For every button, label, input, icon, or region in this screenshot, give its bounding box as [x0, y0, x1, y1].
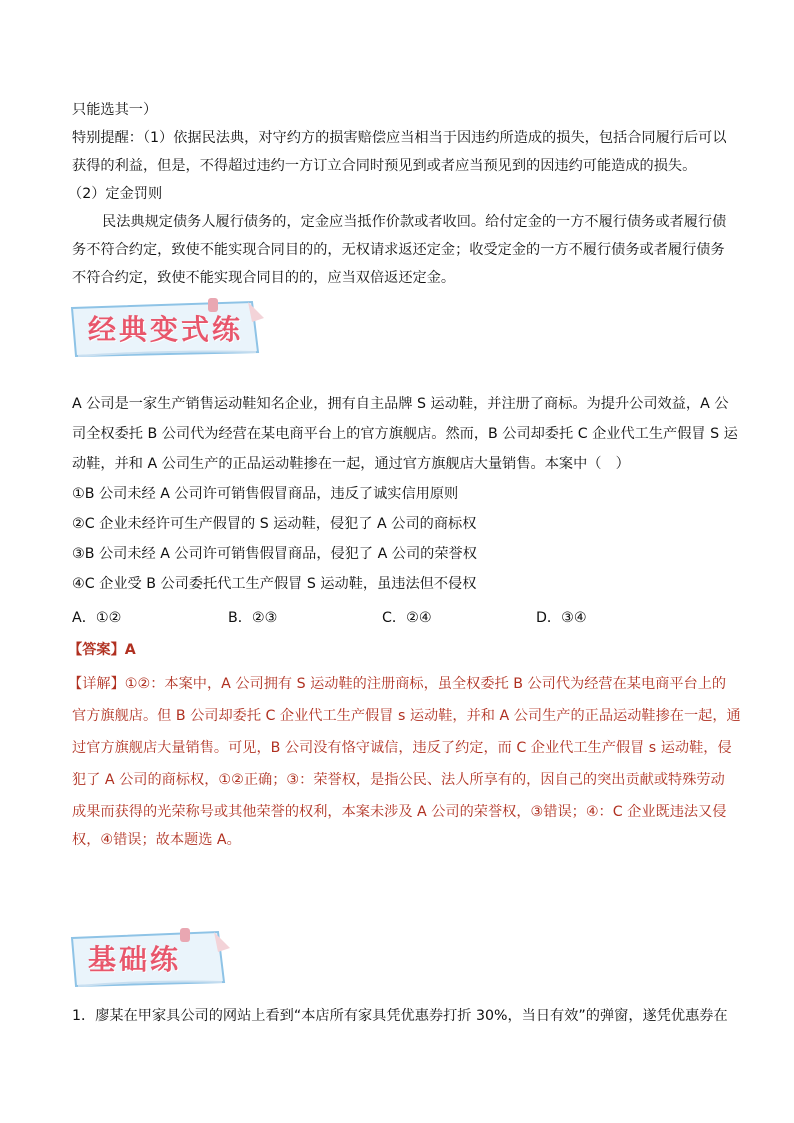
answer-label: 【答案】A [68, 642, 136, 658]
section-banner-basic [68, 928, 238, 988]
section-banner-classic [68, 298, 258, 358]
choice-a: A．①② [72, 610, 122, 626]
banner-title: 基础练 [88, 943, 182, 976]
explanation-line: 成果而获得的光荣称号或其他荣誉的权利，本案未涉及 A 公司的荣誉权，③错误；④：C 企业既违法又侵 [72, 804, 727, 820]
question-option: ①B 公司未经 A 公司许可销售假冒商品，违反了诚实信用原则 [72, 486, 459, 502]
intro-line: 民法典规定债务人履行债务的，定金应当抵作价款或者收回。给付定金的一方不履行债务或者履行债 [102, 214, 727, 230]
question-option: ④C 企业受 B 公司委托代工生产假冒 S 运动鞋，虽违法但不侵权 [72, 576, 477, 592]
intro-line: 只能选其一） [72, 102, 158, 118]
banner-title: 经典变式练 [88, 313, 244, 346]
explanation-line: 权，④错误；故本题选 A。 [72, 832, 241, 848]
explanation-line: 【详解】①②：本案中，A 公司拥有 S 运动鞋的注册商标，虽全权委托 B 公司代为经营在某电商平台上的 [68, 676, 727, 692]
choice-b: B．②③ [228, 610, 278, 626]
choice-c: C．②④ [382, 610, 432, 626]
explanation-line: 官方旗舰店。但 B 公司却委托 C 企业代工生产假冒 s 运动鞋，并和 A 公司生产的正品运动鞋掺在一起，通 [72, 708, 741, 724]
intro-subheading: （2）定金罚则 [68, 186, 163, 202]
intro-line: 不符合约定，致使不能实现合同目的的，应当双倍返还定金。 [72, 270, 456, 286]
choice-d: D．③④ [536, 610, 587, 626]
question-stem: A 公司是一家生产销售运动鞋知名企业，拥有自主品牌 S 运动鞋，并注册了商标。为提升公司效益，A 公 [72, 396, 729, 412]
question-option: ②C 企业未经许可生产假冒的 S 运动鞋，侵犯了 A 公司的商标权 [72, 516, 477, 532]
intro-line: 特别提醒：（1）依据民法典，对守约方的损害赔偿应当相当于因违约所造成的损失，包括合同履行后可以 [72, 130, 727, 146]
question-stem: 司全权委托 B 公司代为经营在某电商平台上的官方旗舰店。然而，B 公司却委托 C 企业代工生产假冒 S 运 [72, 426, 738, 442]
explanation-line: 犯了 A 公司的商标权，①②正确；③：荣誉权，是指公民、法人所享有的，因自己的突出贡献或特殊劳动 [72, 772, 725, 788]
intro-line: 获得的利益，但是，不得超过违约一方订立合同时预见到或者应当预见到的因违约可能造成的损失。 [72, 158, 697, 174]
question-option: ③B 公司未经 A 公司许可销售假冒商品，侵犯了 A 公司的荣誉权 [72, 546, 477, 562]
question-stem: 动鞋，并和 A 公司生产的正品运动鞋掺在一起，通过官方旗舰店大量销售。本案中（ ） [72, 456, 630, 472]
intro-line: 务不符合约定，致使不能实现合同目的的，无权请求返还定金；收受定金的一方不履行债务或者履行债务 [72, 242, 725, 258]
paperclip-icon [180, 928, 190, 942]
explanation-line: 过官方旗舰店大量销售。可见，B 公司没有恪守诚信，违反了约定，而 C 企业代工生产假冒 s 运动鞋，侵 [72, 740, 732, 756]
question-stem: 1．廖某在甲家具公司的网站上看到“本店所有家具凭优惠券打折 30%，当日有效”的弹窗，遂凭优惠券在 [72, 1008, 728, 1024]
